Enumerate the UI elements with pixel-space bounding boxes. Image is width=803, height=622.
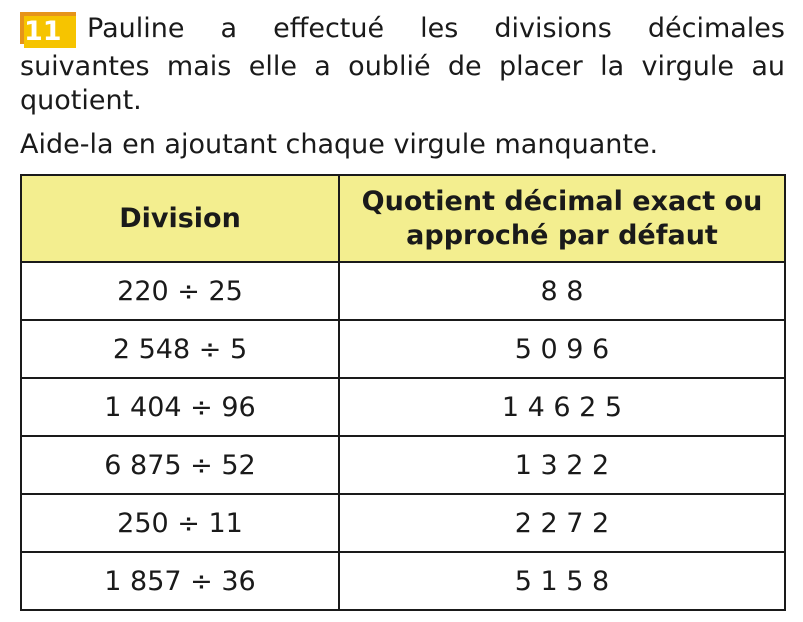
exercise-number-badge (20, 12, 78, 50)
division-cell: 1 857 ÷ 36 (21, 552, 339, 610)
table-row (21, 494, 785, 552)
divisions-table (20, 174, 786, 611)
quotient-cell: 2 2 7 2 (339, 494, 785, 552)
division-cell: 2 548 ÷ 5 (21, 320, 339, 378)
division-cell: 6 875 ÷ 52 (21, 436, 339, 494)
table-row (21, 320, 785, 378)
quotient-cell: 5 0 9 6 (339, 320, 785, 378)
exercise (20, 12, 785, 162)
statement-text: Pauline a effectué les divisions décimales suivantes mais elle a oublié de placer la virgule au quotient. (20, 13, 785, 116)
exercise-instruction: Aide-la en ajoutant chaque virgule manquante. (20, 129, 659, 160)
table-row (21, 436, 785, 494)
division-cell: 220 ÷ 25 (21, 262, 339, 320)
header-division: Division (21, 175, 339, 262)
division-cell: 1 404 ÷ 96 (21, 378, 339, 436)
exercise-statement (20, 12, 785, 118)
division-cell: 250 ÷ 11 (21, 494, 339, 552)
quotient-cell: 1 4 6 2 5 (339, 378, 785, 436)
quotient-cell: 5 1 5 8 (339, 552, 785, 610)
table-header-row (21, 175, 785, 262)
quotient-cell: 1 3 2 2 (339, 436, 785, 494)
table-row (21, 552, 785, 610)
quotient-cell: 8 8 (339, 262, 785, 320)
header-quotient: Quotient décimal exact ou approché par défaut (339, 175, 785, 262)
table-row (21, 378, 785, 436)
exercise-number: 11 (24, 16, 76, 48)
table-row (21, 262, 785, 320)
